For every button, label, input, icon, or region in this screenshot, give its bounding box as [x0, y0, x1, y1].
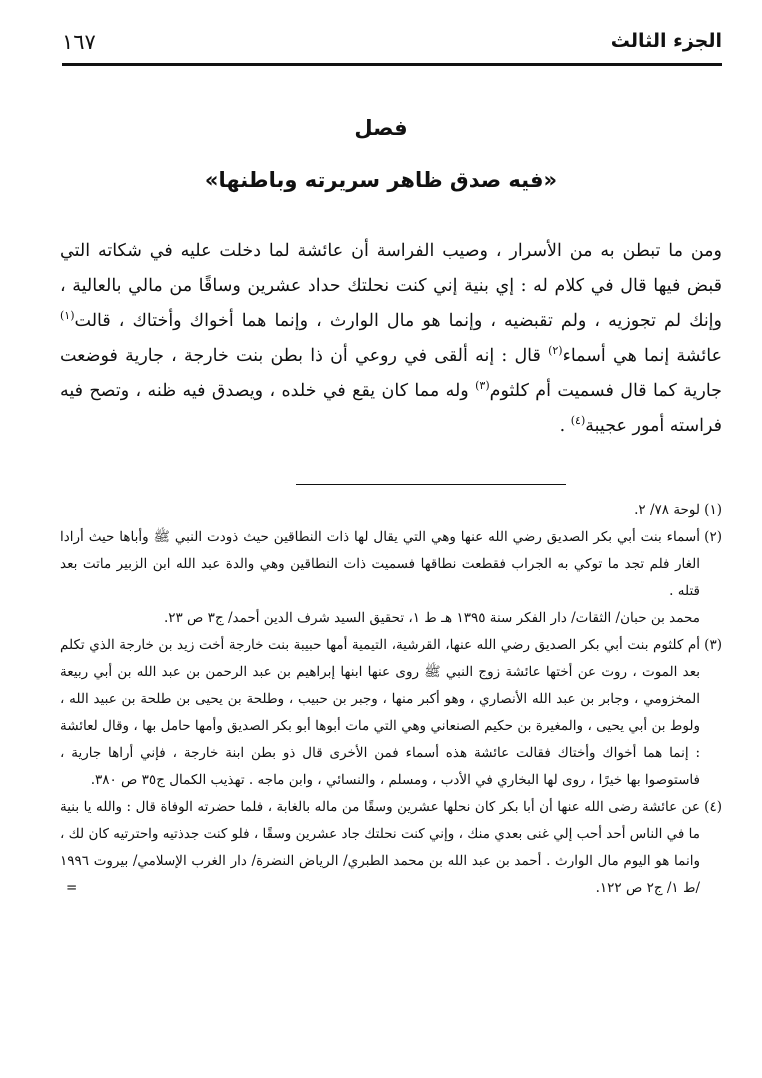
- footnote-ref-2: (٢): [548, 343, 563, 357]
- footnote-number: (١): [704, 502, 722, 518]
- section-heading: فصل: [354, 116, 408, 140]
- footnote-ref-1: (١): [60, 308, 75, 322]
- body-text-part: قال : إنه ألقى في روعي أن ذا بطن بنت خارجة ، جارية فوضعت جارية كما قال فسميت أم كلثوم: [60, 345, 722, 401]
- footnote-text: أم كلثوم بنت أبي بكر الصديق رضي الله عنها، القرشية، التيمية أمها حبيبة بنت خارجة أخت زيد بن خارجة الذي تكلم بعد الموت ، روت عن أختها عائشة زوج النبي ﷺ روى عنها ابنها إبراهيم بن عبد الرحمن بن عبد الله بن أبي ربيعة المخزومي ، وجابر بن عبد الله الأنصاري ، وهو أكبر منها ، وجبر بن حبيب ، وطلحة بن يحيى بن طلحة بن عبيد الله ، ولوط بن أبي يحيى ، والمغيرة بن حكيم الصنعاني وهي التي مات أبوها أبو بكر الصديق وأمها حامل بها ، وقال لعائشة : إنما هما أخواك وأختاك فقالت عائشة هذه أسماء فمن الأخرى قال ذو بطن ابنة خارجة ، فإني أراها جارية ، فاستوصوا بها خيرًا ، روى لها البخاري في الأدب ، ومسلم ، والنسائي ، وابن ماجه . تهذيب الكمال ج٣٥ ص ٣٨٠.: [60, 637, 700, 788]
- section-subheading: «فيه صدق ظاهر سريرته وباطنها»: [204, 168, 558, 192]
- header-rule: [62, 63, 722, 66]
- footnote-4: [60, 794, 722, 902]
- footnote-separator: [296, 484, 566, 485]
- continuation-mark: =: [66, 880, 78, 896]
- footnote-3: [60, 632, 722, 794]
- page-number: ١٦٧: [62, 30, 96, 54]
- running-title: الجزء الثالث: [610, 30, 722, 52]
- footnote-ref-4: (٤): [570, 413, 586, 427]
- body-text-part: ومن ما تبطن به من الأسرار ، وصيب الفراسة أن عائشة لما دخلت عليه في شكاته التي قبض فيها قال في كلام له : إي بنية إني كنت نحلتك حداد عشرين وساقًا من مالي بالعالية ، وإنك لم تجوزيه ، ولم تقبضيه ، وإنما هو مال الوارث ، وإنما هما أخواك وأختاك ، قالت: [60, 240, 722, 331]
- body-text-part: .: [559, 415, 571, 436]
- footnote-text: عن عائشة رضى الله عنها أن أبا بكر كان نحلها عشرين وسقًا من ماله بالغابة ، فلما حضرته الوفاة قال : والله يا بنية ما في الناس أحد أحب إلي غنى بعدي منك ، وإني كنت نحلتك جاد عشرين وسقًا ، فلو كنت جدذتيه واحترتيه كان لك ، وانما هو اليوم مال الوارث . أحمد بن عبد الله بن محمد الطبري/ الرياض النضرة/ دار الغرب الإسلامي/ بيروت ١٩٩٦ /ط ١/ ج٢ ص ١٢٢.: [60, 799, 701, 896]
- page-header: [62, 30, 722, 64]
- body-paragraph: [60, 234, 722, 444]
- footnotes: [60, 497, 722, 902]
- footnote-2: [60, 524, 722, 605]
- body-text-part: عائشة إنما هي أسماء: [562, 345, 723, 366]
- footnote-ref-3: (٣): [475, 378, 490, 392]
- footnote-number: (٢): [704, 529, 722, 545]
- footnote-text: أسماء بنت أبي بكر الصديق رضي الله عنها وهي التي يقال لها ذات النطاقين حيث ذودت النبي ﷺ وأباها حيث أرادا الغار فلم تجد ما توكي به الجراب فقطعت نطاقها فسميت ذات النطاقين وهي والدة عبد الله ابن الزبير ماتت بعد قتله .: [60, 529, 700, 599]
- body-text-part: وله مما كان يقع في خلده ، ويصدق فيه ظنه ، وتصح فيه فراسته أمور عجيبة: [60, 380, 722, 436]
- footnote-text: لوحة ٧٨/ ٢.: [634, 502, 700, 518]
- footnote-number: (٣): [704, 637, 722, 653]
- footnote-1: [60, 497, 722, 524]
- footnote-2-source: محمد بن حبان/ الثقات/ دار الفكر سنة ١٣٩٥ هـ ط ١، تحقيق السيد شرف الدين أحمد/ ج٣ ص ٢٣.: [163, 610, 700, 626]
- footnote-number: (٤): [704, 799, 722, 815]
